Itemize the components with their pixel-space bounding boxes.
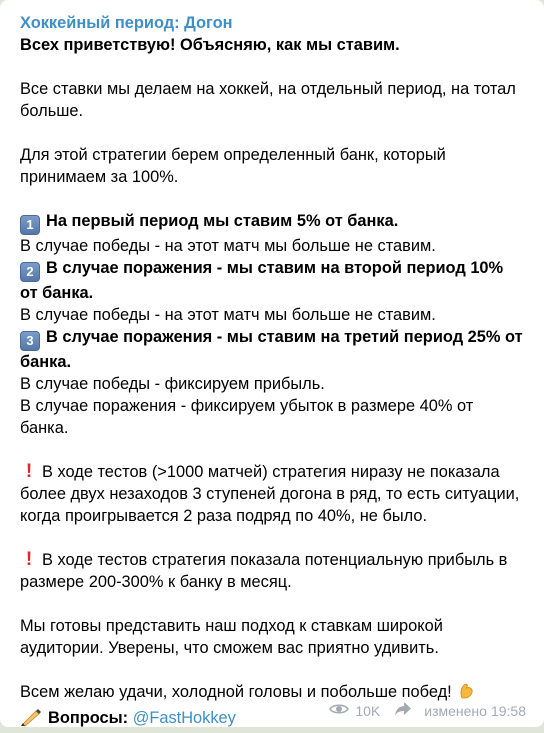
red-exclamation-icon: !	[25, 549, 33, 570]
step-1-title: На первый период мы ставим 5% от банка.	[46, 212, 399, 230]
writing-hand-icon	[20, 707, 42, 733]
keycap-2-icon: 2	[20, 262, 40, 282]
questions-line: Вопросы: @FastHokkey	[20, 707, 524, 733]
intro-paragraph: Все ставки мы делаем на хоккей, на отдельный период, на тотал больше.	[20, 80, 516, 120]
keycap-1-icon: 1	[20, 215, 40, 235]
eye-icon	[329, 702, 349, 720]
step-3-title: В случае поражения - мы ставим на третий период 25% от банка.	[20, 328, 523, 371]
step-1	[20, 210, 524, 257]
audience-paragraph: Мы готовы представить наш подход к ставкам широкой аудитории. Уверены, что сможем вас приятно удивить.	[20, 617, 443, 657]
step-3-line-2: В случае поражения - фиксируем убыток в размере 40% от банка.	[20, 397, 474, 437]
edited-label: изменено	[424, 703, 487, 719]
red-exclamation-icon: !	[25, 461, 33, 482]
questions-link[interactable]: @FastHokkey	[132, 709, 236, 727]
step-2-line: В случае победы - на этот матч мы больше не ставим.	[20, 306, 436, 324]
step-3	[20, 326, 524, 439]
closing-line: Всем желаю удачи, холодной головы и побольше побед!	[20, 681, 524, 707]
greeting: Всех приветствую! Объясняю, как мы ставим.	[20, 36, 400, 54]
channel-title[interactable]: Хоккейный период: Догон	[20, 14, 233, 32]
bank-paragraph: Для этой стратегии берем определенный банк, который принимаем за 100%.	[20, 146, 446, 186]
step-1-line: В случае победы - на этот матч мы больше не ставим.	[20, 237, 436, 255]
keycap-3-icon: 3	[20, 331, 40, 351]
note-2: ! В ходе тестов стратегия показала потенциальную прибыль в размере 200-300% к банку в месяц.	[20, 549, 508, 591]
step-2-title: В случае поражения - мы ставим на второй период 10% от банка.	[20, 259, 504, 302]
step-2	[20, 257, 524, 326]
views-count: 10K	[355, 703, 381, 719]
note-1: ! В ходе тестов (>1000 матчей) стратегия ниразу не показала более двух незаходов 3 ступеней догона в ряд, то есть ситуации, когда проигрывается 2 раза подряд по 40%, не было.	[20, 461, 520, 525]
message-meta	[329, 701, 526, 721]
share-icon[interactable]	[394, 701, 412, 721]
step-3-line-1: В случае победы - фиксируем прибыль.	[20, 375, 325, 393]
message-time: 19:58	[490, 703, 526, 719]
